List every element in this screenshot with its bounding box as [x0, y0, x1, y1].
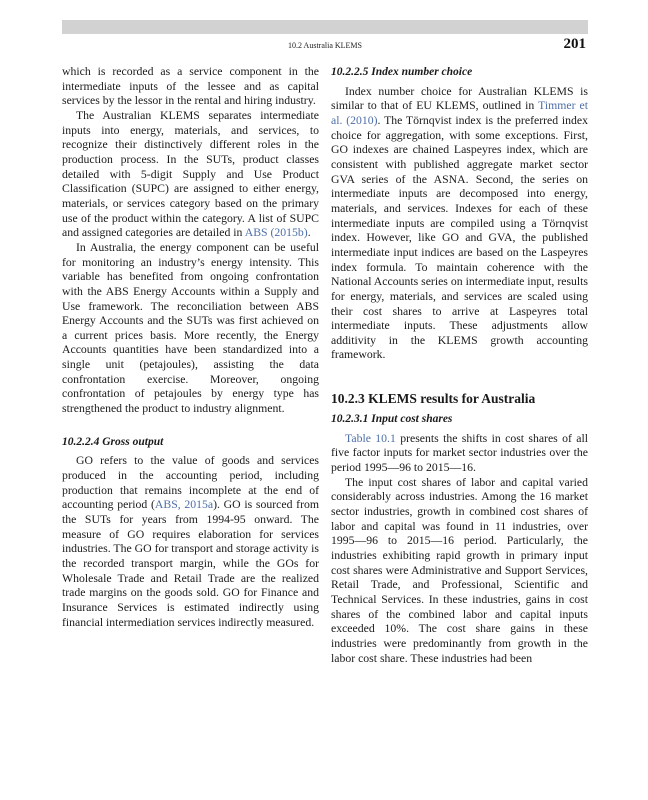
right-column	[331, 65, 588, 666]
paragraph: which is recorded as a service component in the intermediate inputs of the lessee and as capital services by the lessor in the rental and hiring industry.	[62, 65, 319, 108]
paragraph-text: GO refers to the value of goods and services produced in the accounting period, including production that remains incomplete at the end of accounting period (	[62, 454, 319, 512]
citation-link[interactable]: Timmer et al. (2010)	[331, 99, 588, 127]
paragraph	[331, 432, 588, 476]
section-heading: 10.2.3 KLEMS results for Australia	[331, 391, 536, 407]
paragraph-text: Index number choice for Australian KLEMS is similar to that of EU KLEMS, outlined in	[331, 84, 588, 113]
paragraph	[62, 109, 319, 241]
paragraph-text: .	[307, 226, 311, 240]
left-column	[62, 65, 319, 630]
table-link[interactable]: Table 10.1	[345, 431, 396, 445]
citation-link[interactable]: ABS, 2015a	[154, 498, 214, 512]
paragraph: In Australia, the energy component can be useful for monitoring an industry’s energy intensity. This variable has benefited from ongoing confrontation with the ABS Energy Accounts within a Supply and Use framework. The reconciliation between ABS Energy Accounts and the SUTs was first achieved on a current prices basis. More recently, the Energy Accounts quantities have been standardized into a single unit (petajoules), assisting the data confrontation exercise. Moreover, ongoing confrontation of petajoules by energy type has strengthened the product to industry alignment.	[62, 240, 319, 416]
paragraph: The input cost shares of labor and capital varied considerably across industries. Among the 16 market sector industries, growth in combined cost shares of labor and capital was found in 11 industries, over 1995—96 to 2015—16 period. Particularly, the industries exhibiting rapid growth in primary input cost shares were Administrative and Support Services, Retail Trade, and Professional, Scientific and Technical Services. In these industries, gains in cost shares of the combined labor and capital inputs exceeded 10%. The cost share gains in these industries were predominantly from growth in the labor cost share. These industries had been	[331, 475, 588, 665]
section-heading: 10.2.2.4 Gross output	[62, 435, 164, 448]
page-number: 201	[563, 36, 586, 52]
section-heading: 10.2.2.5 Index number choice	[331, 66, 473, 78]
paragraph-text: The Australian KLEMS separates intermediate inputs into energy, materials, and services, to recognize their distinctively different roles in the production process. In the SUTs, product classes detailed with 5-digit Supply and Use Product Classification (SUPC) are assigned to either energy, materials, or services category based on the primary use of the product within the category. A list of SUPC and assigned categories are detailed in	[62, 108, 319, 240]
paragraph	[331, 85, 588, 363]
spacer	[62, 417, 319, 435]
running-head: 10.2 Australia KLEMS	[288, 41, 362, 50]
paragraph	[62, 454, 319, 630]
paragraph-text: ). GO is sourced from the SUTs for years from 1994-95 onward. The measure of GO requires elaboration for services industries. The GO for transport and storage activity is the recorded transport margin, while the GOs for Wholesale Trade and Retail Trade are the realized trade margins on the goods sold. GO for Finance and Insurance Services is estimated indirectly using financial intermediation services indirectly measured.	[62, 498, 319, 629]
header-bar	[62, 20, 588, 34]
citation-link[interactable]: ABS (2015b)	[244, 226, 308, 240]
spacer	[331, 363, 588, 391]
subsection-heading: 10.2.3.1 Input cost shares	[331, 413, 453, 426]
paragraph-text: presents the shifts in cost shares of all five factor inputs for market sector industries over the period 1995—96 to 2015—16.	[331, 431, 588, 475]
paragraph-text: . The Törnqvist index is the preferred index choice for aggregation, with some exceptions. First, GO indexes are chained Laspeyres index, which are consistent with published aggregate market sector GVA series of the ASNA. Second, the series on intermediate inputs are decomposed into energy, materials, and services. Indexes for each of these intermediate inputs are compiled using a Törnqvist index. However, like GO and GVA, the published intermediate input indices are based on the Laspeyres index formula. To maintain coherence with the National Accounts series on intermediate input, results for energy, materials, and services are scaled using their cost shares to arrive at Laspeyres total intermediate inputs. These adjustments allow additivity in the KLEMS growth accounting framework.	[331, 113, 589, 362]
